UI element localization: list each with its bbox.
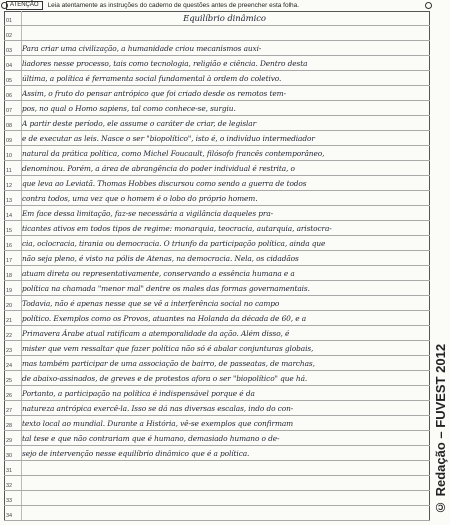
line-number: 01 bbox=[6, 18, 13, 24]
line-number: 07 bbox=[6, 108, 13, 114]
header-attention-label: ATENÇÃO bbox=[6, 1, 43, 10]
sheet-line bbox=[4, 146, 430, 161]
line-number: 03 bbox=[6, 48, 13, 54]
handwritten-line: natural da prática política, como Michel Foucault, filósofo francês contemporâneo, bbox=[22, 149, 325, 158]
line-number: 12 bbox=[6, 183, 13, 189]
sheet-line bbox=[4, 461, 430, 476]
sheet-line bbox=[4, 236, 430, 251]
ruled-lines bbox=[4, 11, 430, 521]
handwritten-line: tal tese e que não contrariam que é humano, demasiado humano o de- bbox=[22, 434, 280, 443]
sheet-line bbox=[4, 296, 430, 311]
sheet-line bbox=[4, 371, 430, 386]
handwritten-line: última, a política é ferramenta social fundamental à ordem do coletivo. bbox=[22, 74, 282, 83]
sheet-line bbox=[4, 116, 430, 131]
sheet-line bbox=[4, 131, 430, 146]
line-number: 32 bbox=[6, 483, 13, 489]
line-number: 05 bbox=[6, 78, 13, 84]
sheet-line bbox=[4, 41, 430, 56]
line-number: 19 bbox=[6, 288, 13, 294]
handwritten-line: cia, oclocracia, tirania ou democracia. O triunfo da participação política, ainda que bbox=[22, 239, 326, 248]
handwritten-line: Para criar uma civilização, a humanidade criou mecanismos auxi- bbox=[22, 44, 262, 53]
handwritten-line: denominou. Porém, a área de abrangência do poder individual é restrita, o bbox=[22, 164, 295, 173]
line-number: 02 bbox=[6, 33, 13, 39]
line-number: 34 bbox=[6, 513, 13, 519]
sheet-line bbox=[4, 11, 430, 26]
line-number: 20 bbox=[6, 303, 13, 309]
watermark: © Redação – FUVEST 2012 bbox=[433, 343, 448, 515]
line-number: 10 bbox=[6, 153, 13, 159]
line-number: 06 bbox=[6, 93, 13, 99]
handwritten-line: liadores nesse processo, tais como tecnologia, religião e ciência. Dentro desta bbox=[22, 59, 308, 68]
line-number: 22 bbox=[6, 333, 13, 339]
header-instructions: Leia atentamente as instruções do caderno de questões antes de preencher esta folha. bbox=[47, 2, 300, 9]
line-number: 16 bbox=[6, 243, 13, 249]
handwritten-line: Primavera Árabe atual ratificam a atemporalidade da ação. Além disso, é bbox=[22, 329, 290, 338]
line-number: 18 bbox=[6, 273, 13, 279]
essay-title: Equilíbrio dinâmico bbox=[183, 14, 266, 24]
line-number: 33 bbox=[6, 498, 13, 504]
line-number: 21 bbox=[6, 318, 13, 324]
sheet-line bbox=[4, 71, 430, 86]
line-number: 14 bbox=[6, 213, 13, 219]
handwritten-line: Em face dessa limitação, faz-se necessária a vigilância daqueles pra- bbox=[22, 209, 274, 218]
handwritten-line: política na chamada "menor mal" dentre os males das formas governamentais. bbox=[22, 284, 310, 293]
line-number: 26 bbox=[6, 393, 13, 399]
sheet-line bbox=[4, 161, 430, 176]
handwritten-line: e de executar as leis. Nasce o ser "biopolítico", isto é, o indivíduo intermediador bbox=[22, 134, 315, 143]
sheet-line bbox=[4, 326, 430, 341]
sheet-line bbox=[4, 206, 430, 221]
sheet-line bbox=[4, 266, 430, 281]
handwritten-line: Assim, o fruto do pensar antrópico que foi criado desde os remotos tem- bbox=[22, 89, 286, 98]
sheet-line bbox=[4, 251, 430, 266]
line-number: 11 bbox=[6, 168, 12, 174]
handwritten-line: político. Exemplos como os Provos, atuantes na Holanda da década de 60, e a bbox=[22, 314, 307, 323]
line-number: 25 bbox=[6, 378, 13, 384]
line-number: 31 bbox=[6, 468, 13, 474]
handwritten-line: pos, no qual o Homo sapiens, tal como conhece-se, surgiu. bbox=[22, 104, 236, 113]
handwritten-line: Portanto, a participação na política é indispensável porque é da bbox=[22, 389, 255, 398]
handwritten-line: não seja pleno, é visto na pólis de Atenas, na democracia. Nela, os cidadãos bbox=[22, 254, 299, 263]
line-number: 29 bbox=[6, 438, 13, 444]
handwritten-line: sejo de intervenção nesse equilíbrio dinâmico que é a política. bbox=[22, 449, 250, 458]
line-number: 23 bbox=[6, 348, 13, 354]
sheet-line bbox=[4, 101, 430, 116]
handwritten-line: Todavia, não é apenas nesse que se vê a interferência social no campo bbox=[22, 299, 280, 308]
handwritten-line: ticantes ativos em todos tipos de regime: monarquia, teocracia, autarquia, aristocra- bbox=[22, 224, 332, 233]
handwritten-line: texto local ao mundial. Durante a História, vê-se exemplos que confirmam bbox=[22, 419, 294, 428]
sheet-line bbox=[4, 311, 430, 326]
sheet-line bbox=[4, 401, 430, 416]
handwritten-line: contra todos, uma vez que o homem é o lobo do próprio homem. bbox=[22, 194, 258, 203]
sheet-line bbox=[4, 476, 430, 491]
handwritten-line: A partir deste período, ele assume o caráter de criar, de legislar bbox=[22, 119, 257, 128]
handwritten-line: de abaixo-assinados, de greves e de protestos afora o ser "biopolítico" que há. bbox=[22, 374, 308, 383]
sheet-line bbox=[4, 176, 430, 191]
sheet-line bbox=[4, 191, 430, 206]
line-number: 28 bbox=[6, 423, 13, 429]
line-number: 13 bbox=[6, 198, 13, 204]
sheet-line bbox=[4, 86, 430, 101]
sheet-line bbox=[4, 221, 430, 236]
handwritten-line: natureza antrópica exercê-la. Isso se dá nas diversas escalas, indo do con- bbox=[22, 404, 294, 413]
handwritten-line: que leva ao Leviatã. Thomas Hobbes discursou como sendo a guerra de todos bbox=[22, 179, 307, 188]
sheet-line bbox=[4, 356, 430, 371]
line-number: 08 bbox=[6, 123, 13, 129]
sheet-line bbox=[4, 281, 430, 296]
handwritten-line: mister que vem ressaltar que fazer política não só é abalar conjunturas globais, bbox=[22, 344, 314, 353]
sheet-line bbox=[4, 506, 430, 521]
registration-mark-right bbox=[425, 2, 432, 9]
line-number: 09 bbox=[6, 138, 13, 144]
handwritten-line: atuam direta ou representativamente, conservando a essência humana e a bbox=[22, 269, 295, 278]
line-number: 17 bbox=[6, 258, 13, 264]
sheet-header bbox=[6, 1, 418, 10]
sheet-line bbox=[4, 491, 430, 506]
sheet-line bbox=[4, 26, 430, 41]
line-number: 15 bbox=[6, 228, 13, 234]
sheet-line bbox=[4, 386, 430, 401]
line-number: 24 bbox=[6, 363, 13, 369]
sheet-line bbox=[4, 431, 430, 446]
handwritten-line: mas também participar de uma associação de bairro, de passeatas, de marchas, bbox=[22, 359, 315, 368]
sheet-line bbox=[4, 56, 430, 71]
sheet-line bbox=[4, 446, 430, 461]
line-number: 30 bbox=[6, 453, 13, 459]
sheet-line bbox=[4, 341, 430, 356]
line-number: 04 bbox=[6, 63, 13, 69]
sheet-line bbox=[4, 416, 430, 431]
line-number: 27 bbox=[6, 408, 13, 414]
